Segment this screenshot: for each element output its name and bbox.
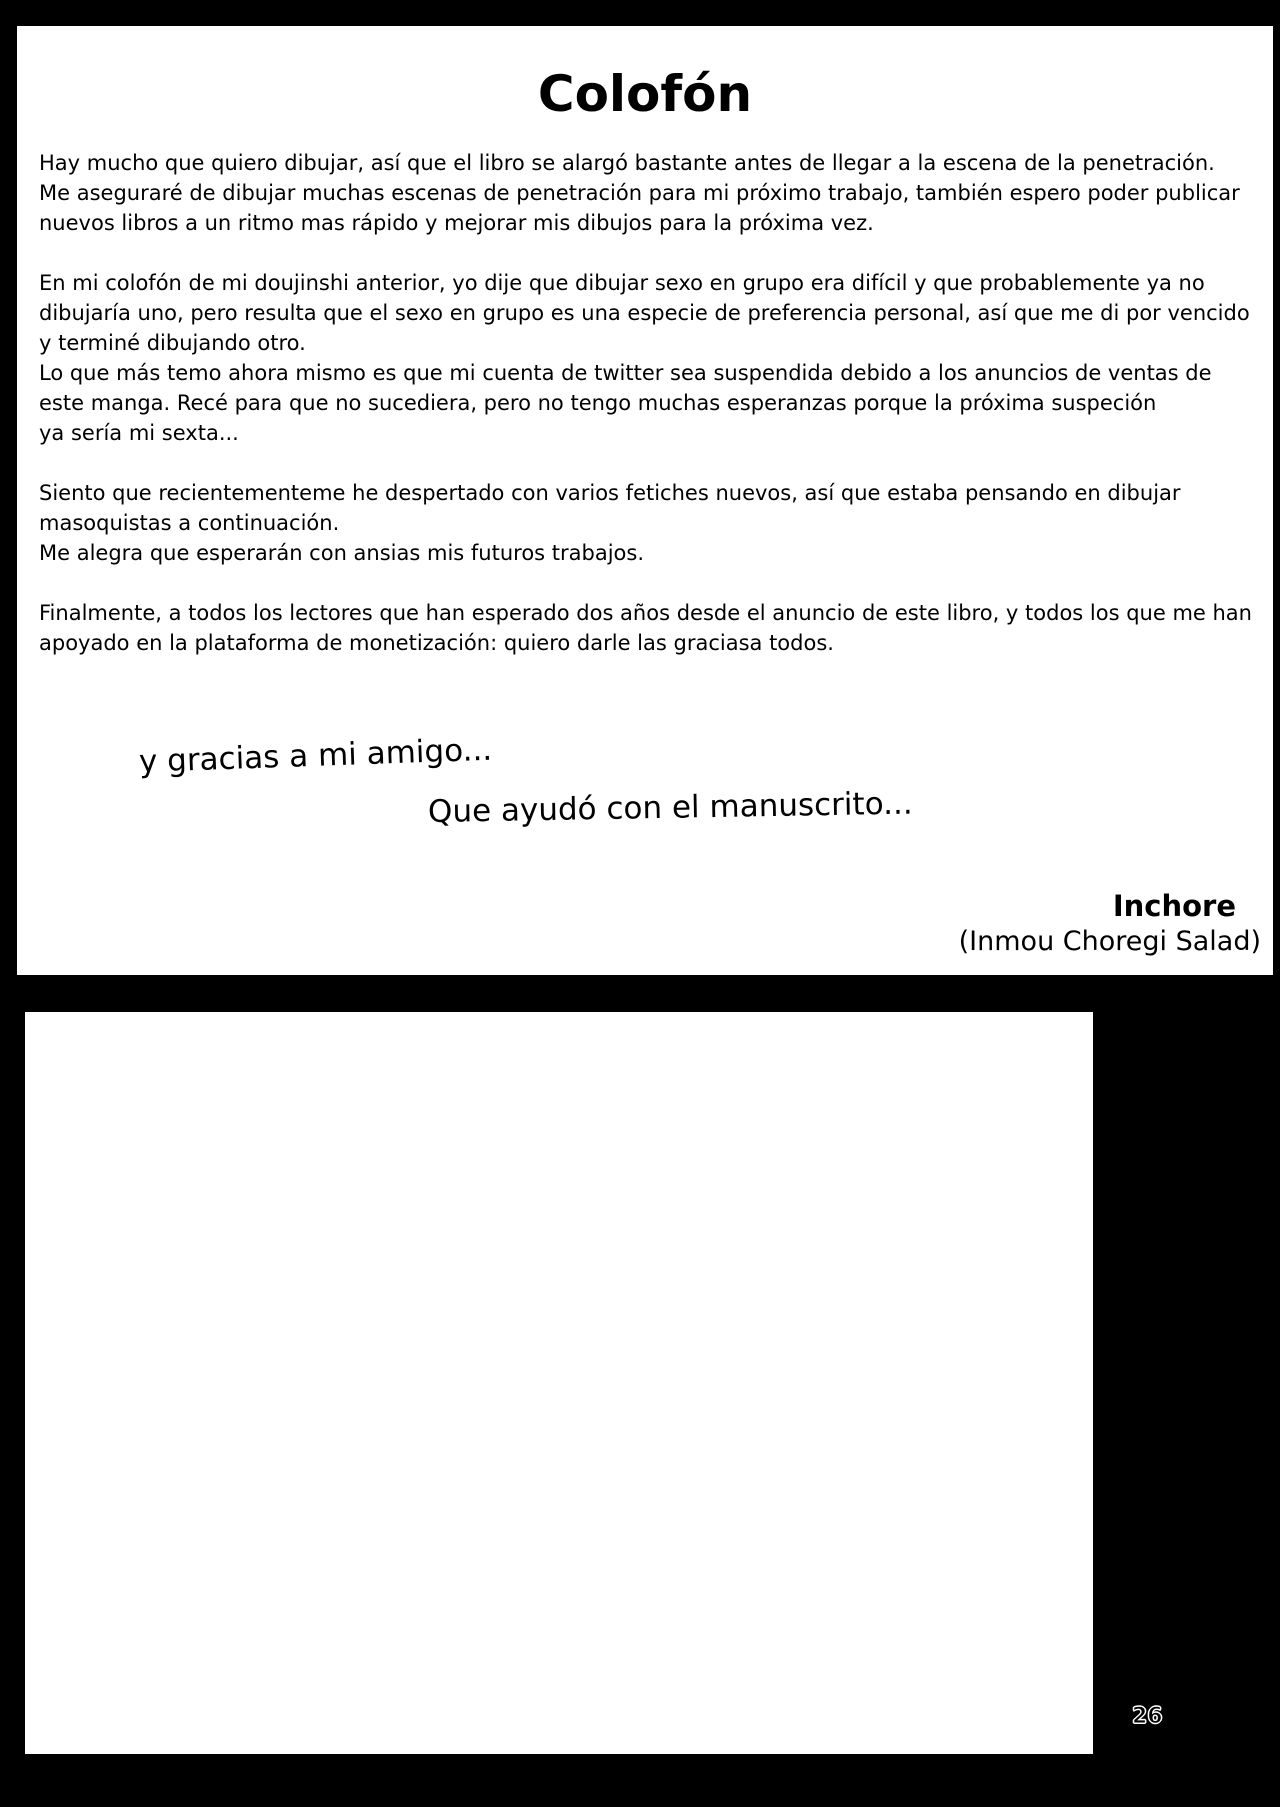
page-title: Colofón: [537, 65, 753, 123]
paragraph-1: Hay mucho que quiero dibujar, así que el libro se alargó bastante antes de llegar a la escena de la penetración. Me aseguraré de dibujar muchas escenas de penetración para mi próximo trabajo, también espero poder publicar nuevos libros a un ritmo mas rápido y mejorar mis dibujos para la próxima vez.: [39, 151, 1240, 235]
author-name: Inchore: [1112, 889, 1236, 923]
handwritten-thanks-line-1: y gracias a mi amigo...: [138, 731, 493, 780]
blank-panel: [25, 1012, 1093, 1754]
colophon-panel: [17, 26, 1273, 975]
author-circle-name: (Inmou Choregi Salad): [958, 926, 1261, 957]
paragraph-2: En mi colofón de mi doujinshi anterior, yo dije que dibujar sexo en grupo era difícil y que probablemente ya no dibujaría uno, pero resulta que el sexo en grupo es una especie de preferencia personal, así que me di por vencido y terminé dibujando otro. Lo que más temo ahora mismo es que mi cuenta de twitter sea suspendida debido a los anuncios de ventas de este manga. Recé para que no sucediera, pero no tengo muchas esperanzas porque la próxima suspeción ya sería mi sexta...: [39, 271, 1250, 445]
page-number: 26: [1132, 1704, 1163, 1729]
paragraph-3: Siento que recientementeme he despertado con varios fetiches nuevos, así que estaba pensando en dibujar masoquistas a continuación. Me alegra que esperarán con ansias mis futuros trabajos.: [39, 481, 1181, 565]
handwritten-thanks-line-2: Que ayudó con el manuscrito...: [427, 785, 913, 830]
paragraph-4: Finalmente, a todos los lectores que han esperado dos años desde el anuncio de este libro, y todos los que me han apoyado en la plataforma de monetización: quiero darle las graciasa todos.: [39, 601, 1252, 655]
author-signature: [959, 888, 1261, 960]
colophon-body: [39, 148, 1259, 688]
